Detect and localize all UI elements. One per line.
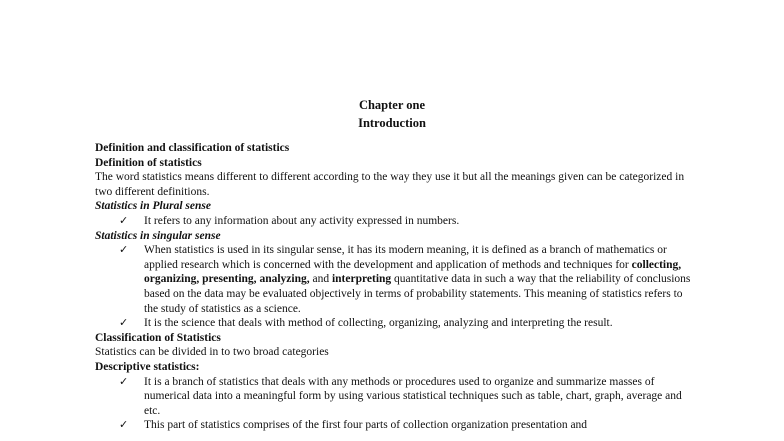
bullet-text-part: When statistics is used in its singular sense, it has its modern meaning, it is defined as a branch of mathematics or applied research which is concerned with the development and application of methods and techniques for — [144, 244, 667, 271]
bullet-text-part: and — [312, 273, 330, 286]
keyword: analyzing, — [259, 273, 310, 286]
keyword: collecting, — [631, 258, 682, 271]
plural-sense-heading: Statistics in Plural sense — [95, 200, 211, 213]
keyword: organizing, — [144, 273, 200, 286]
bullet-text — [144, 244, 690, 314]
title-block — [0, 96, 784, 132]
chapter-title: Introduction — [358, 116, 426, 130]
bullet-text: It is a branch of statistics that deals with any methods or procedures used to organize and summarize masses of numerical data into a meaningful form by using various statistical techniques such as table, chart, graph, average and etc. — [144, 375, 682, 417]
keyword: interpreting — [331, 273, 392, 286]
subsection-heading: Definition of statistics — [95, 156, 202, 169]
list-item — [95, 316, 695, 331]
section-heading: Definition and classification of statistics — [95, 142, 290, 154]
check-icon: ✓ — [119, 374, 129, 388]
chapter-label: Chapter one — [358, 98, 426, 112]
intro-paragraph: The word statistics means different to different according to the way they use it but all the meanings given can be categorized in two different definitions. — [95, 171, 685, 198]
check-icon: ✓ — [119, 418, 129, 432]
list-item — [95, 375, 695, 419]
check-icon: ✓ — [119, 316, 129, 330]
bullet-text-part: quantitative data in such a way that the reliability of conclusions based on the data may be evaluated objectively in terms of probability statements. This meaning of statistics refers to the study of statistics as a science. — [144, 273, 691, 315]
document-body — [95, 141, 695, 433]
check-icon: ✓ — [119, 213, 129, 227]
list-item — [95, 418, 695, 433]
singular-sense-heading: Statistics in singular sense — [95, 229, 221, 242]
classification-heading: Classification of Statistics — [95, 331, 221, 344]
keyword: presenting, — [202, 273, 257, 286]
list-item — [95, 243, 695, 316]
bullet-text: It is the science that deals with method of collecting, organizing, analyzing and interpreting the result. — [144, 317, 613, 330]
classification-text: Statistics can be divided in to two broad categories — [95, 346, 329, 359]
check-icon: ✓ — [119, 243, 129, 257]
bullet-text: It refers to any information about any activity expressed in numbers. — [144, 214, 460, 227]
descriptive-heading: Descriptive statistics: — [95, 360, 200, 373]
bullet-text: This part of statistics comprises of the first four parts of collection organization presentation and — [144, 419, 588, 432]
list-item — [95, 214, 695, 229]
